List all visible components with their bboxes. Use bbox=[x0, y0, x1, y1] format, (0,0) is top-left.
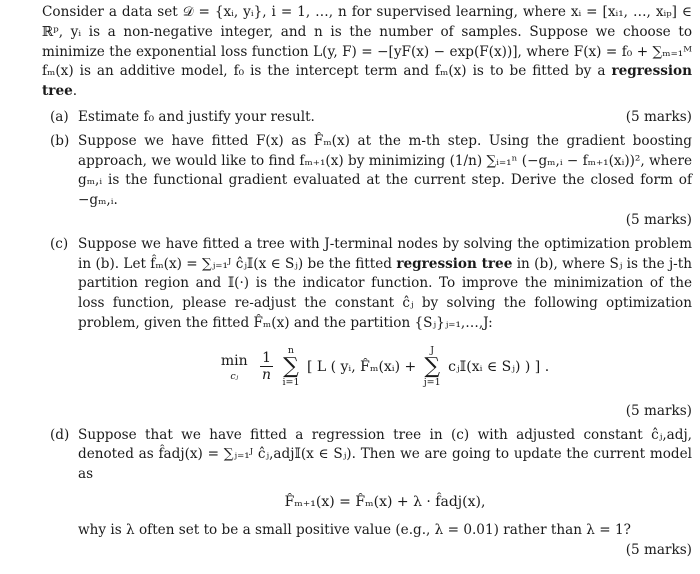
eq-sum-inner bbox=[424, 346, 441, 388]
part-c-text-post: in (b), where Sⱼ is the j-th partition region and 𝕀(·) is the indicator function. To improve the minimization of the loss function, please re-adjust the constant ĉⱼ by solving the following optimization problem, given the fitted F̂ₘ(x) and the partition {Sⱼ}ⱼ₌₁,…,J: bbox=[78, 255, 692, 331]
part-c bbox=[42, 235, 692, 422]
part-c-equation bbox=[78, 346, 692, 388]
part-b bbox=[42, 132, 692, 231]
part-c-marks: (5 marks) bbox=[625, 402, 692, 419]
part-a-text: Estimate f₀ and justify your result. bbox=[78, 108, 315, 125]
eq-sum1-top: n bbox=[287, 344, 295, 356]
part-b-marks: (5 marks) bbox=[625, 211, 692, 228]
eq-sum1-bot: i=1 bbox=[282, 376, 300, 388]
part-d-label: (d) bbox=[50, 426, 70, 443]
part-c-label: (c) bbox=[50, 235, 69, 252]
intro-text: Consider a data set 𝒟 = {xᵢ, yᵢ}, i = 1, …, n for supervised learning, where xᵢ = [xᵢ₁, …, xᵢₚ] ∈ ℝᵖ, yᵢ is a non-negative integer, and n is the number of samples. Suppose we choose to minimize the exponential loss function L(y, F) = −[yF(x) − exp(F(x))], where F(x) = f₀ + ∑ₘ₌₁ᴹ fₘ(x) is an additive model, f₀ is the intercept term and fₘ(x) is to be fitted by bbox=[42, 4, 692, 80]
eq-min-sub: cⱼ bbox=[230, 370, 239, 382]
part-b-text: Suppose we have fitted F(x) as F̂ₘ(x) at the m-th step. Using the gradient boosting approach, we would like to find fₘ₊₁(x) by minimizing (1/n) ∑ᵢ₌₁ⁿ (−gₘ,ᵢ − fₘ₊₁(xᵢ))², where gₘ,ᵢ is the functional gradient evaluated at the current step. Derive the closed form of −gₘ,ᵢ. bbox=[78, 132, 692, 209]
eq-frac-num: 1 bbox=[262, 350, 271, 367]
part-a-label: (a) bbox=[50, 108, 69, 125]
eq-sum2-top: J bbox=[430, 344, 435, 356]
part-c-bold: regression tree bbox=[396, 255, 513, 272]
part-d bbox=[42, 426, 692, 561]
eq-body2: cⱼ𝕀(xᵢ ∈ Sⱼ) ) ] . bbox=[448, 358, 550, 375]
eq-sum-outer bbox=[282, 346, 299, 388]
part-d-marks: (5 marks) bbox=[625, 541, 692, 558]
eq-sum2-symbol: ∑ bbox=[424, 353, 441, 379]
part-d-equation: F̂ₘ₊₁(x) = F̂ₘ(x) + λ · f̂adj(x), bbox=[284, 493, 486, 510]
intro-tail-pre: a bbox=[597, 63, 606, 80]
part-a-marks: (5 marks) bbox=[625, 108, 692, 125]
eq-min-operator bbox=[221, 352, 248, 382]
intro-tail-post: . bbox=[72, 83, 78, 100]
part-d-text2: why is λ often set to be a small positive value (e.g., λ = 0.01) rather than λ = 1? bbox=[78, 521, 631, 538]
part-a bbox=[42, 108, 692, 128]
intro-paragraph bbox=[42, 3, 692, 102]
eq-body1: [ L ( yᵢ, F̂ₘ(xᵢ) + bbox=[306, 358, 417, 375]
intro-tail-bold: regression tree bbox=[42, 63, 692, 100]
eq-min-text: min bbox=[220, 352, 248, 369]
eq-sum2-bot: j=1 bbox=[423, 376, 441, 388]
eq-frac-den: n bbox=[262, 367, 272, 384]
eq-sum1-symbol: ∑ bbox=[283, 353, 299, 379]
part-c-text-pre: Suppose we have fitted a tree with J-terminal nodes by solving the optimization problem in (b). Let f̂ₘ(x) = ∑ⱼ₌₁ᴶ ĉⱼ𝕀(x ∈ Sⱼ) be the fitted bbox=[78, 235, 692, 272]
part-d-text: Suppose that we have fitted a regression tree in (c) with adjusted constant ĉⱼ,adj, denoted as f̂adj(x) = ∑ⱼ₌₁ᴶ ĉⱼ,adj𝕀(x ∈ Sⱼ). Then we are going to update the current model as bbox=[78, 426, 692, 483]
part-b-label: (b) bbox=[50, 132, 70, 149]
eq-fraction bbox=[260, 350, 273, 383]
